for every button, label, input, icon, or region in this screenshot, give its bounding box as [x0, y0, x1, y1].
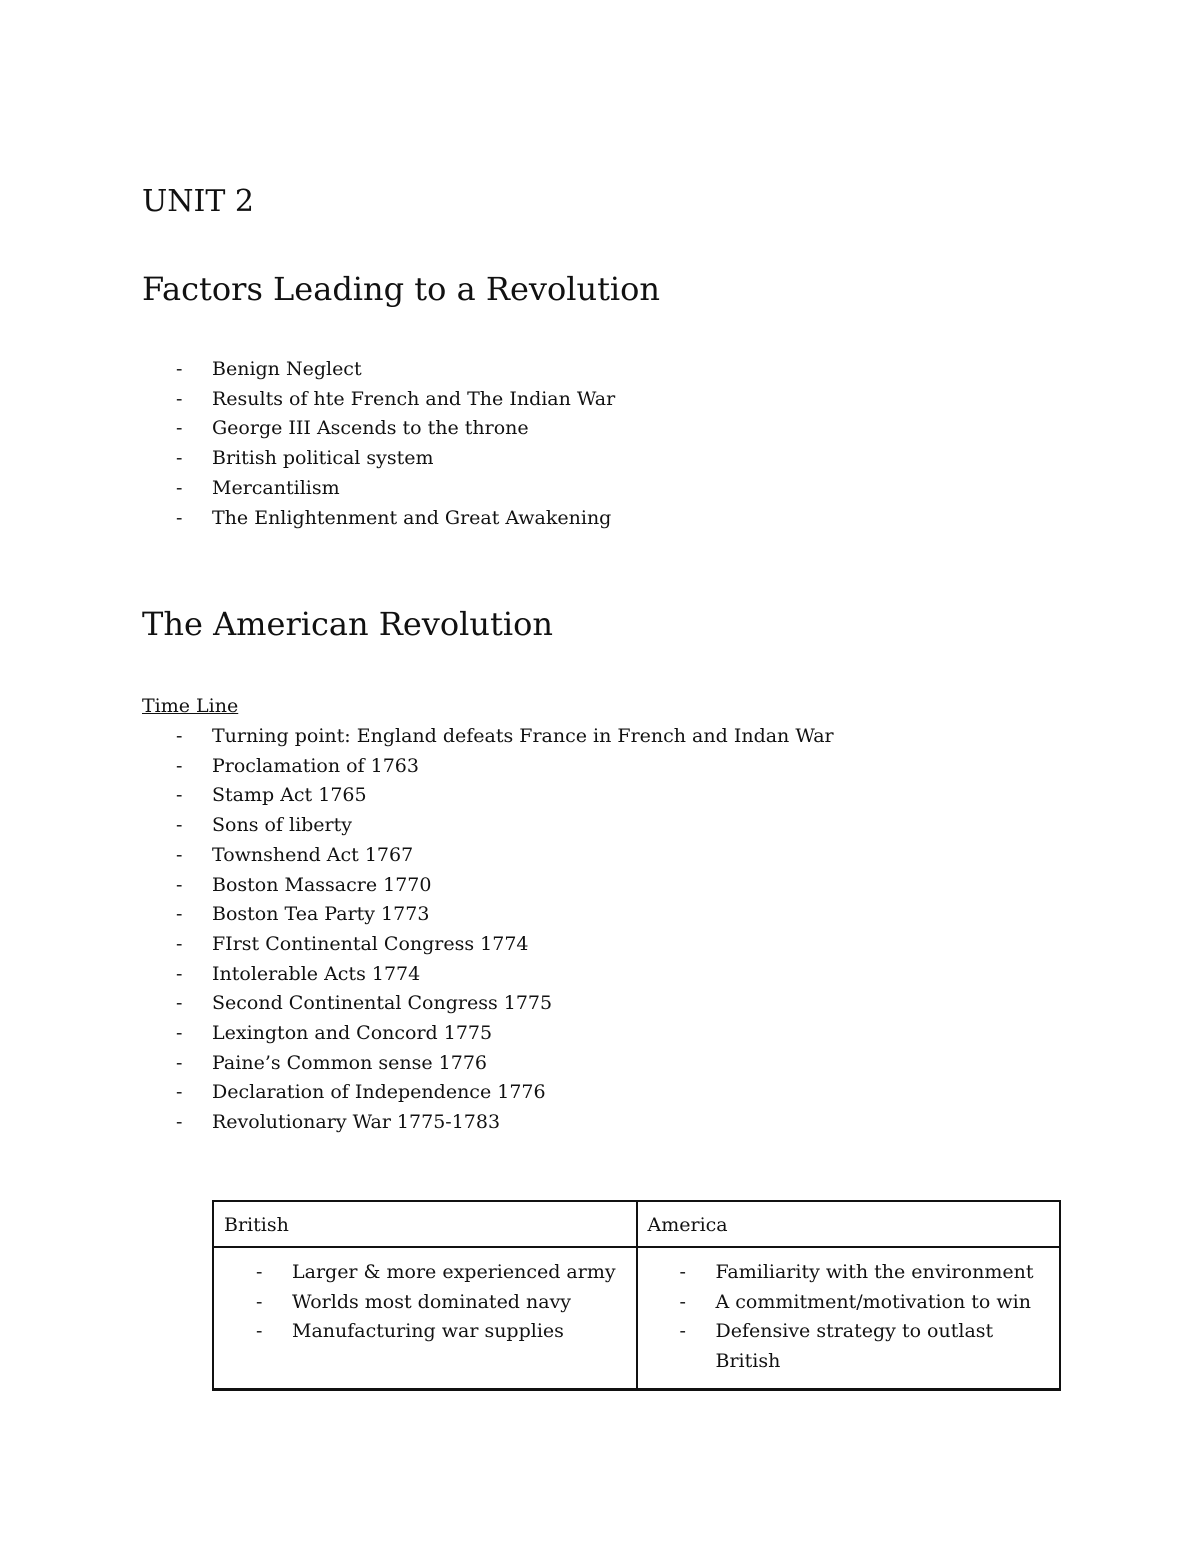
british-header: British — [213, 1201, 637, 1247]
timeline-item — [176, 811, 834, 841]
list-dash: - — [176, 1022, 183, 1045]
british-cell — [213, 1247, 637, 1389]
unit-title: UNIT 2 — [142, 184, 255, 219]
list-item — [176, 414, 615, 444]
table-row — [213, 1247, 1060, 1389]
list-item-text: A commitment/motivation to win — [715, 1290, 1031, 1313]
list-dash: - — [176, 992, 183, 1015]
list-dash: - — [176, 358, 183, 380]
list-item — [176, 444, 615, 474]
timeline-item-text: Stamp Act 1765 — [212, 784, 367, 807]
timeline-label: Time Line — [142, 695, 239, 717]
list-dash: - — [256, 1320, 263, 1342]
list-item-text: Benign Neglect — [212, 358, 362, 380]
list-item — [680, 1317, 1050, 1376]
list-dash: - — [176, 1111, 183, 1134]
timeline-item — [176, 1049, 834, 1079]
list-dash: - — [176, 447, 183, 470]
timeline-item — [176, 930, 834, 960]
timeline-item — [176, 1078, 834, 1108]
list-item — [176, 355, 615, 385]
list-dash: - — [679, 1261, 686, 1283]
timeline-item-text: Intolerable Acts 1774 — [212, 962, 421, 985]
list-dash: - — [256, 1261, 263, 1283]
list-dash: - — [176, 873, 183, 896]
timeline-item — [176, 989, 834, 1019]
table-header-row — [213, 1201, 1060, 1247]
list-item-text: British political system — [212, 447, 434, 470]
timeline-item-text: Boston Tea Party 1773 — [212, 903, 430, 926]
list-dash: - — [176, 725, 183, 747]
comparison-table — [212, 1200, 1061, 1391]
list-item — [680, 1288, 1050, 1318]
timeline-item-text: Revolutionary War 1775-1783 — [212, 1111, 501, 1134]
list-item-text: The Enlightenment and Great Awakening — [212, 506, 612, 529]
list-dash: - — [176, 387, 183, 410]
list-dash: - — [176, 417, 183, 440]
list-dash: - — [176, 962, 183, 985]
list-dash: - — [176, 506, 183, 529]
timeline-item — [176, 1108, 834, 1138]
america-header: America — [637, 1201, 1061, 1247]
timeline-item-text: Proclamation of 1763 — [212, 754, 419, 777]
factors-heading: Factors Leading to a Revolution — [142, 270, 661, 308]
list-item-text: Mercantilism — [212, 476, 340, 499]
list-dash: - — [176, 754, 183, 777]
british-list — [256, 1258, 626, 1347]
list-item — [176, 474, 615, 504]
list-item-text: Defensive strategy to outlast British — [715, 1320, 994, 1372]
list-item-text: Familiarity with the environment — [715, 1261, 1034, 1283]
timeline-item — [176, 900, 834, 930]
timeline-item-text: Paine’s Common sense 1776 — [212, 1051, 487, 1074]
list-item-text: Worlds most dominated navy — [292, 1290, 572, 1313]
timeline-item-text: Declaration of Independence 1776 — [212, 1081, 546, 1104]
list-dash: - — [176, 1051, 183, 1074]
list-dash: - — [256, 1290, 263, 1313]
list-dash: - — [176, 843, 183, 866]
list-item — [256, 1288, 626, 1318]
timeline-item — [176, 960, 834, 990]
list-item-text: Results of hte French and The Indian War — [212, 387, 616, 410]
timeline-item-text: Boston Massacre 1770 — [212, 873, 432, 896]
list-item-text: George III Ascends to the throne — [212, 417, 529, 440]
timeline-item-text: Townshend Act 1767 — [212, 843, 414, 866]
timeline-item-text: Lexington and Concord 1775 — [212, 1022, 493, 1045]
timeline-item — [176, 1019, 834, 1049]
list-item — [176, 385, 615, 415]
list-item-text: Larger & more experienced army — [292, 1261, 616, 1283]
list-item — [176, 504, 615, 534]
timeline-item-text: Turning point: England defeats France in French and Indan War — [212, 725, 834, 747]
america-list — [680, 1258, 1050, 1376]
timeline-item — [176, 871, 834, 901]
list-dash: - — [176, 903, 183, 926]
timeline-item-text: Second Continental Congress 1775 — [212, 992, 553, 1015]
timeline-item — [176, 781, 834, 811]
list-item-text: Manufacturing war supplies — [292, 1320, 564, 1342]
list-item — [256, 1317, 626, 1347]
list-dash: - — [176, 814, 183, 837]
list-item — [680, 1258, 1050, 1288]
timeline-item — [176, 752, 834, 782]
revolution-heading: The American Revolution — [142, 605, 553, 643]
timeline-item — [176, 841, 834, 871]
list-dash: - — [679, 1290, 686, 1313]
factors-list — [176, 355, 615, 533]
list-dash: - — [176, 932, 183, 955]
list-dash: - — [176, 784, 183, 807]
timeline-item-text: FIrst Continental Congress 1774 — [212, 932, 529, 955]
america-cell — [637, 1247, 1061, 1389]
list-dash: - — [176, 476, 183, 499]
timeline-item — [176, 722, 834, 752]
list-item — [256, 1258, 626, 1288]
list-dash: - — [679, 1320, 686, 1342]
list-dash: - — [176, 1081, 183, 1104]
timeline-item-text: Sons of liberty — [212, 814, 353, 837]
timeline-list — [176, 722, 834, 1138]
